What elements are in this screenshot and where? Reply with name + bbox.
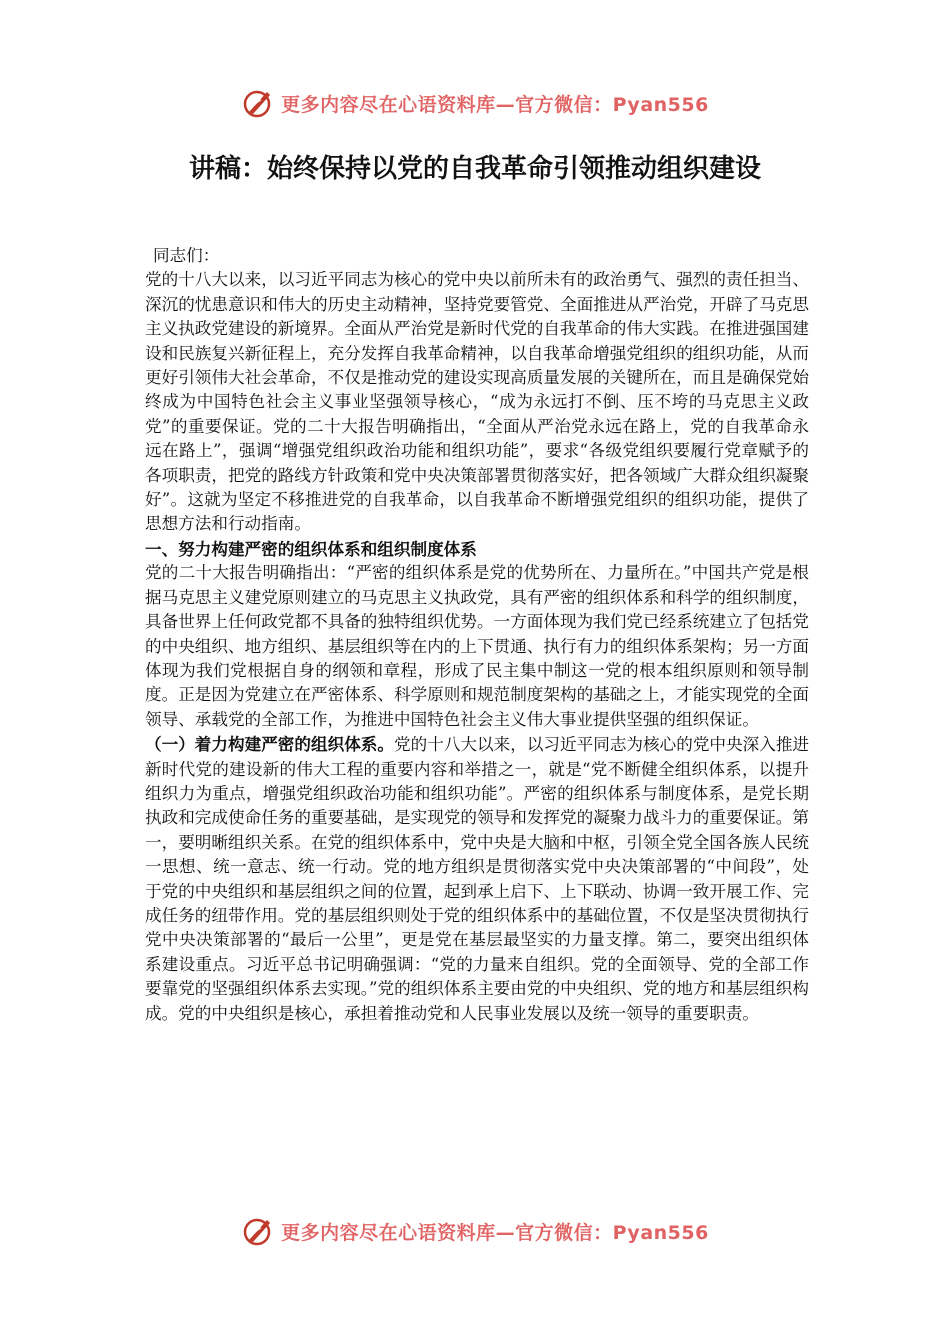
quill-logo-icon (241, 86, 275, 120)
watermark-banner-top (0, 83, 950, 123)
document-body (145, 244, 809, 1026)
subsection-lead: （一）着力构建严密的组织体系。 (145, 734, 395, 755)
paragraph-intro: 党的十八大以来，以习近平同志为核心的党中央以前所未有的政治勇气、强烈的责任担当、深沉的忧患意识和伟大的历史主动精神，坚持党要管党、全面推进从严治党，开辟了马克思主义执政党建设的新境界。全面从严治党是新时代党的自我革命的伟大实践。在推进强国建设和民族复兴新征程上，充分发挥自我革命精神，以自我革命增强党组织的组织功能，从而更好引领伟大社会革命，不仅是推动党的建设实现高质量发展的关键所在，而且是确保党始终成为中国特色社会主义事业坚强领导核心，“成为永远打不倒、压不垮的马克思主义政党”的重要保证。党的二十大报告明确指出，“全面从严治党永远在路上，党的自我革命永远在路上”，强调“增强党组织政治功能和组织功能”，要求“各级党组织要履行党章赋予的各项职责，把党的路线方针政策和党中央决策部署贯彻落实好，把各领域广大群众组织凝聚好”。这就为坚定不移推进党的自我革命，以自我革命不断增强党组织的组织功能，提供了思想方法和行动指南。 (145, 270, 809, 534)
watermark-text: 更多内容尽在心语资料库—官方微信：Pyan556 (281, 1221, 709, 1244)
watermark-text: 更多内容尽在心语资料库—官方微信：Pyan556 (281, 93, 709, 116)
subsection-body: 党的十八大以来，以习近平同志为核心的党中央深入推进新时代党的建设新的伟大工程的重要内容和举措之一，就是“党不断健全组织体系，以提升组织力为重点，增强党组织政治功能和组织功能”。严密的组织体系与制度体系，是党长期执政和完成使命任务的重要基础，是实现党的领导和发挥党的凝聚力战斗力的重要保证。第一，要明晰组织关系。在党的组织体系中，党中央是大脑和中枢，引领全党全国各族人民统一思想、统一意志、统一行动。党的地方组织是贯彻落实党中央决策部署的“中间段”，处于党的中央组织和基层组织之间的位置，起到承上启下、上下联动、协调一致开展工作、完成任务的纽带作用。党的基层组织则处于党的组织体系中的基础位置，不仅是坚决贯彻执行党中央决策部署的“最后一公里”，更是党在基层最坚实的力量支撑。第二，要突出组织体系建设重点。习近平总书记明确强调：“党的力量来自组织。党的全面领导、党的全部工作要靠党的坚强组织体系去实现。”党的组织体系主要由党的中央组织、党的地方和基层组织构成。党的中央组织是核心，承担着推动党和人民事业发展以及统一领导的重要职责。 (145, 735, 810, 1023)
document-title: 讲稿：始终保持以党的自我革命引领推动组织建设 (188, 154, 761, 184)
paragraph-section-1: 党的二十大报告明确指出：“严密的组织体系是党的优势所在、力量所在。”中国共产党是根据马克思主义建党原则建立的马克思主义执政党，具有严密的组织体系和科学的组织制度，具备世界上任何政党都不具备的独特组织优势。一方面体现为我们党已经系统建立了包括党的中央组织、地方组织、基层组织等在内的上下贯通、执行有力的组织体系架构；另一方面体现为我们党根据自身的纲领和章程，形成了民主集中制这一党的根本组织原则和领导制度。正是因为党建立在严密体系、科学原则和规范制度架构的基础之上，才能实现党的全面领导、承载党的全部工作，为推进中国特色社会主义伟大事业提供坚强的组织保证。 (145, 563, 809, 729)
salutation: 同志们： (153, 246, 220, 265)
quill-logo-icon (241, 1214, 275, 1248)
watermark-banner-bottom (0, 1211, 950, 1251)
section-heading: 一、努力构建严密的组织体系和组织制度体系 (145, 538, 477, 559)
paragraph-subsection-1 (145, 732, 809, 1026)
